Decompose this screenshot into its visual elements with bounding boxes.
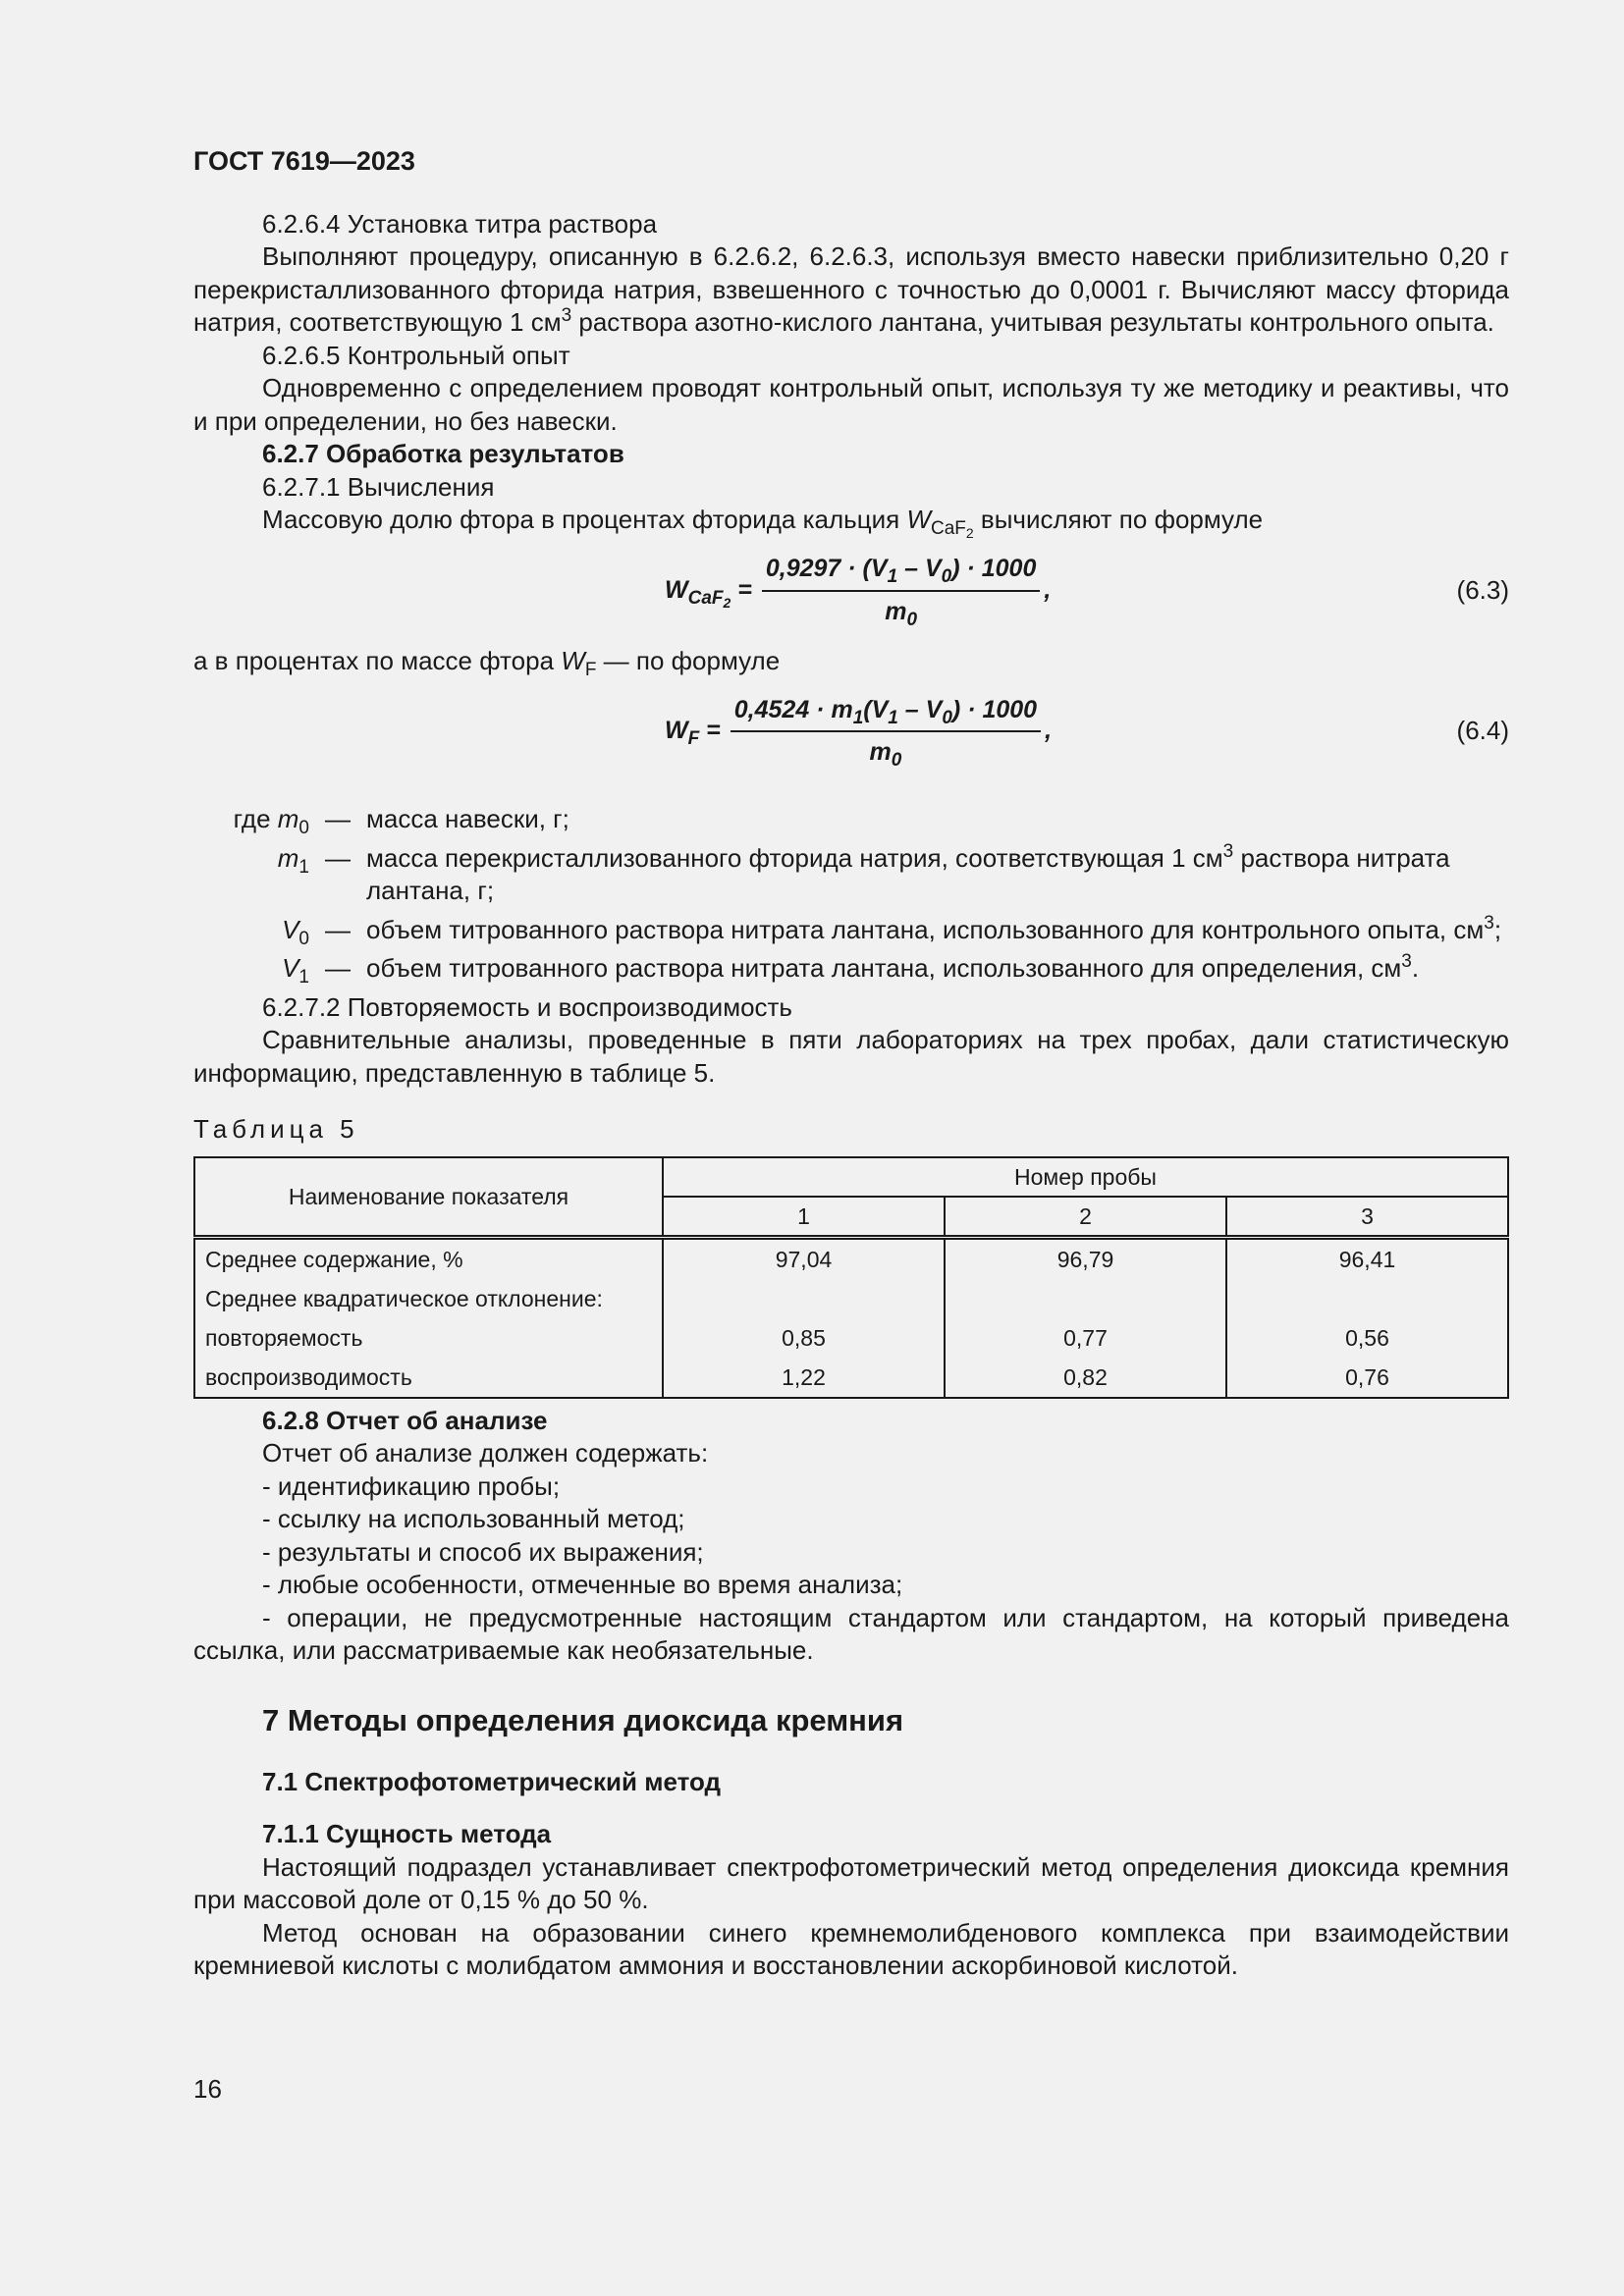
list-item: - идентификацию пробы; bbox=[262, 1470, 561, 1501]
formula-63-intro: Массовую долю фтора в процентах фторида кальция $W_{CaF_2}$ вычисляют по формуле bbox=[262, 505, 1264, 541]
definition-m0: где $m_0$ — масса навески, г; bbox=[233, 804, 569, 838]
definition-v1: $V_1$ — объем титрованного раствора нитрата лантана, использованного для определения, $см^3$. bbox=[282, 951, 1420, 988]
formula-64-lhs: $W_F$ = bbox=[665, 717, 721, 750]
formula-64-intro: а в процентах по массе фтора $W_F$ — по формуле bbox=[193, 645, 781, 680]
column-header-sample-2: 2 bbox=[945, 1197, 1226, 1238]
table-row: воспроизводимость 1,22 0,82 0,76 bbox=[194, 1358, 1508, 1398]
variable-definitions bbox=[193, 803, 1509, 986]
section-711-paragraph-1: Настоящий подраздел устанавливает спектрофотометрический метод определения диоксида кремния при массовой доле от 0,15 % до 50 %. bbox=[193, 1851, 1509, 1914]
section-711-paragraph-2: Метод основан на образовании синего кремнемолибденового комплекса при взаимодействии кремниевой кислоты с молибдатом аммония и восстановлении аскорбиновой кислотой. bbox=[193, 1917, 1509, 1980]
table-row: Среднее квадратическое отклонение: bbox=[194, 1279, 1508, 1318]
table-row: Среднее содержание, % 97,04 96,79 96,41 bbox=[194, 1237, 1508, 1279]
column-header-sample-1: 1 bbox=[663, 1197, 945, 1238]
section-6265-title: 6.2.6.5 Контрольный опыт bbox=[262, 340, 570, 370]
section-6264-title: 6.2.6.4 Установка титра раствора bbox=[262, 208, 658, 239]
section-6264-paragraph: Выполняют процедуру, описанную в 6.2.6.2, 6.2.6.3, используя вместо навески приблизительно 0,20 г перекристаллизованного фторида натрия, взвешенного с точностью до 0,0001 г. Вычисляют массу фторида натрия, соответствующую 1 $см^3$ раствора азотно-кислого лантана, учитывая результаты контрольного опыта. bbox=[193, 241, 1509, 337]
list-item: - ссылку на использованный метод; bbox=[262, 1504, 685, 1533]
results-table bbox=[193, 1156, 1509, 1399]
document-page bbox=[193, 145, 1509, 1983]
formula-64-number: (6.4) bbox=[1456, 716, 1509, 745]
page-number: 16 bbox=[193, 2074, 222, 2104]
formula-63-fraction: $\frac{0,9297 \cdot (V_1 - V_0) \cdot 1000}{m_0}$ bbox=[762, 553, 1041, 628]
formula-64-fraction: $\frac{0,4524 \cdot m_1(V_1 - V_0) \cdot 1000}{m_0}$ bbox=[731, 694, 1041, 770]
section-627-title: 6.2.7 Обработка результатов bbox=[262, 439, 624, 468]
column-header-name: Наименование показателя bbox=[194, 1157, 663, 1238]
section-71-title: 7.1 Спектрофотометрический метод bbox=[262, 1766, 721, 1796]
column-header-sample-3: 3 bbox=[1226, 1197, 1508, 1238]
section-628-intro: Отчет об анализе должен содержать: bbox=[262, 1438, 709, 1468]
section-6271-title: 6.2.7.1 Вычисления bbox=[262, 471, 495, 502]
column-header-sample-group: Номер пробы bbox=[663, 1157, 1508, 1197]
section-7-title: 7 Методы определения диоксида кремния bbox=[262, 1702, 904, 1737]
formula-63-number: (6.3) bbox=[1456, 574, 1509, 605]
formula-63-lhs: $W_{CaF_2}$ = bbox=[665, 575, 752, 611]
section-711-title: 7.1.1 Сущность метода bbox=[262, 1819, 552, 1848]
table-caption: Таблица 5 bbox=[193, 1114, 359, 1144]
list-item: - результаты и способ их выражения; bbox=[262, 1536, 704, 1567]
list-item: - операции, не предусмотренные настоящим стандартом или стандартом, на который приведена ссылка, или рассматриваемые как необязательные. bbox=[193, 1602, 1509, 1665]
section-6265-paragraph: Одновременно с определением проводят контрольный опыт, используя ту же методику и реактивы, что и при определении, но без навески. bbox=[193, 373, 1509, 436]
definition-m1: $m_1$ — масса перекристаллизованного фторида натрия, соответствующая 1 $см^3$ раствора нитрата лантана, г; bbox=[277, 840, 1450, 905]
section-6272-title: 6.2.7.2 Повторяемость и воспроизводимость bbox=[262, 991, 792, 1022]
section-6272-paragraph: Сравнительные анализы, проведенные в пяти лабораториях на трех пробах, дали статистическую информацию, представленную в таблице 5. bbox=[193, 1025, 1509, 1088]
list-item: - любые особенности, отмеченные во время анализа; bbox=[262, 1570, 903, 1599]
formula-6-4: $W_F$ = $\frac{0,4524 \cdot m_1(V_1 - V_0) \cdot 1000}{m_0}$ , (6.4) bbox=[665, 695, 1509, 771]
standard-code-header: ГОСТ 7619—2023 bbox=[193, 146, 415, 176]
formula-6-3: $W_{CaF_2}$ = $\frac{0,9297 \cdot (V_1 - V_0) \cdot 1000}{m_0}$ , (6.3) bbox=[665, 555, 1509, 630]
table-row: повторяемость 0,85 0,77 0,56 bbox=[194, 1318, 1508, 1358]
section-628-title: 6.2.8 Отчет об анализе bbox=[262, 1405, 548, 1435]
definition-v0: $V_0$ — объем титрованного раствора нитрата лантана, использованного для контрольного опыта, $см^3$; bbox=[282, 912, 1502, 949]
